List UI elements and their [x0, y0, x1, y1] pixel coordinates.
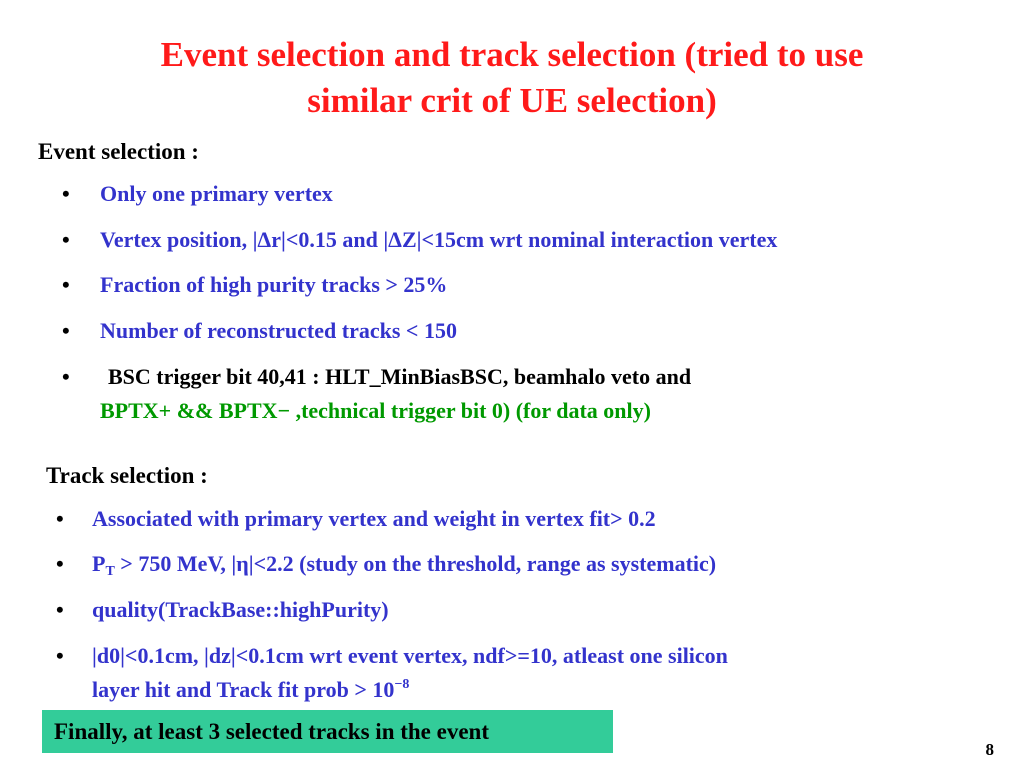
- pt-symbol: P: [92, 551, 106, 576]
- conclusion-box: Finally, at least 3 selected tracks in the event: [42, 710, 613, 753]
- track-bullet-pt: [92, 548, 716, 588]
- slide-title: [60, 32, 964, 124]
- bullet-dot: •: [62, 227, 70, 252]
- title-line-1: Event selection and track selection (tried to use: [160, 35, 864, 74]
- track-bullet-quality: quality(TrackBase::highPurity): [92, 597, 389, 622]
- fit-prob-exponent: −8: [394, 677, 410, 692]
- track-bullet-d0-line-2: [92, 674, 409, 706]
- event-selection-heading: Event selection :: [38, 139, 199, 164]
- event-bullet-4: Number of reconstructed tracks < 150: [100, 318, 457, 343]
- track-bullet-1: Associated with primary vertex and weight in vertex fit> 0.2: [92, 506, 656, 531]
- pt-subscript: T: [105, 564, 115, 579]
- event-bullet-2: Vertex position, |Δr|<0.15 and |ΔZ|<15cm wrt nominal interaction vertex: [100, 227, 778, 252]
- bullet-dot: •: [56, 551, 64, 576]
- bullet-dot: •: [56, 597, 64, 622]
- track-selection-heading: Track selection :: [46, 463, 208, 488]
- event-bullet-3: Fraction of high purity tracks > 25%: [100, 272, 448, 297]
- bullet-dot: •: [62, 272, 70, 297]
- event-bullet-1: Only one primary vertex: [100, 181, 333, 206]
- fit-prob-text: layer hit and Track fit prob > 10: [92, 677, 395, 702]
- bptx-line-2: BPTX+ && BPTX− ,technical trigger bit 0) (for data only): [100, 398, 651, 423]
- bullet-dot: •: [56, 643, 64, 668]
- title-line-2: similar crit of UE selection): [307, 81, 717, 120]
- bullet-dot: •: [62, 364, 70, 389]
- bullet-dot: •: [56, 506, 64, 531]
- bsc-trigger-line-1: BSC trigger bit 40,41 : HLT_MinBiasBSC, beamhalo veto and: [108, 364, 692, 389]
- bullet-dot: •: [62, 181, 70, 206]
- bullet-dot: •: [62, 318, 70, 343]
- track-bullet-d0-line-1: |d0|<0.1cm, |dz|<0.1cm wrt event vertex, ndf>=10, atleast one silicon: [92, 643, 728, 668]
- pt-criteria: > 750 MeV, |η|<2.2 (study on the threshold, range as systematic): [114, 551, 717, 576]
- page-number: 8: [985, 740, 994, 759]
